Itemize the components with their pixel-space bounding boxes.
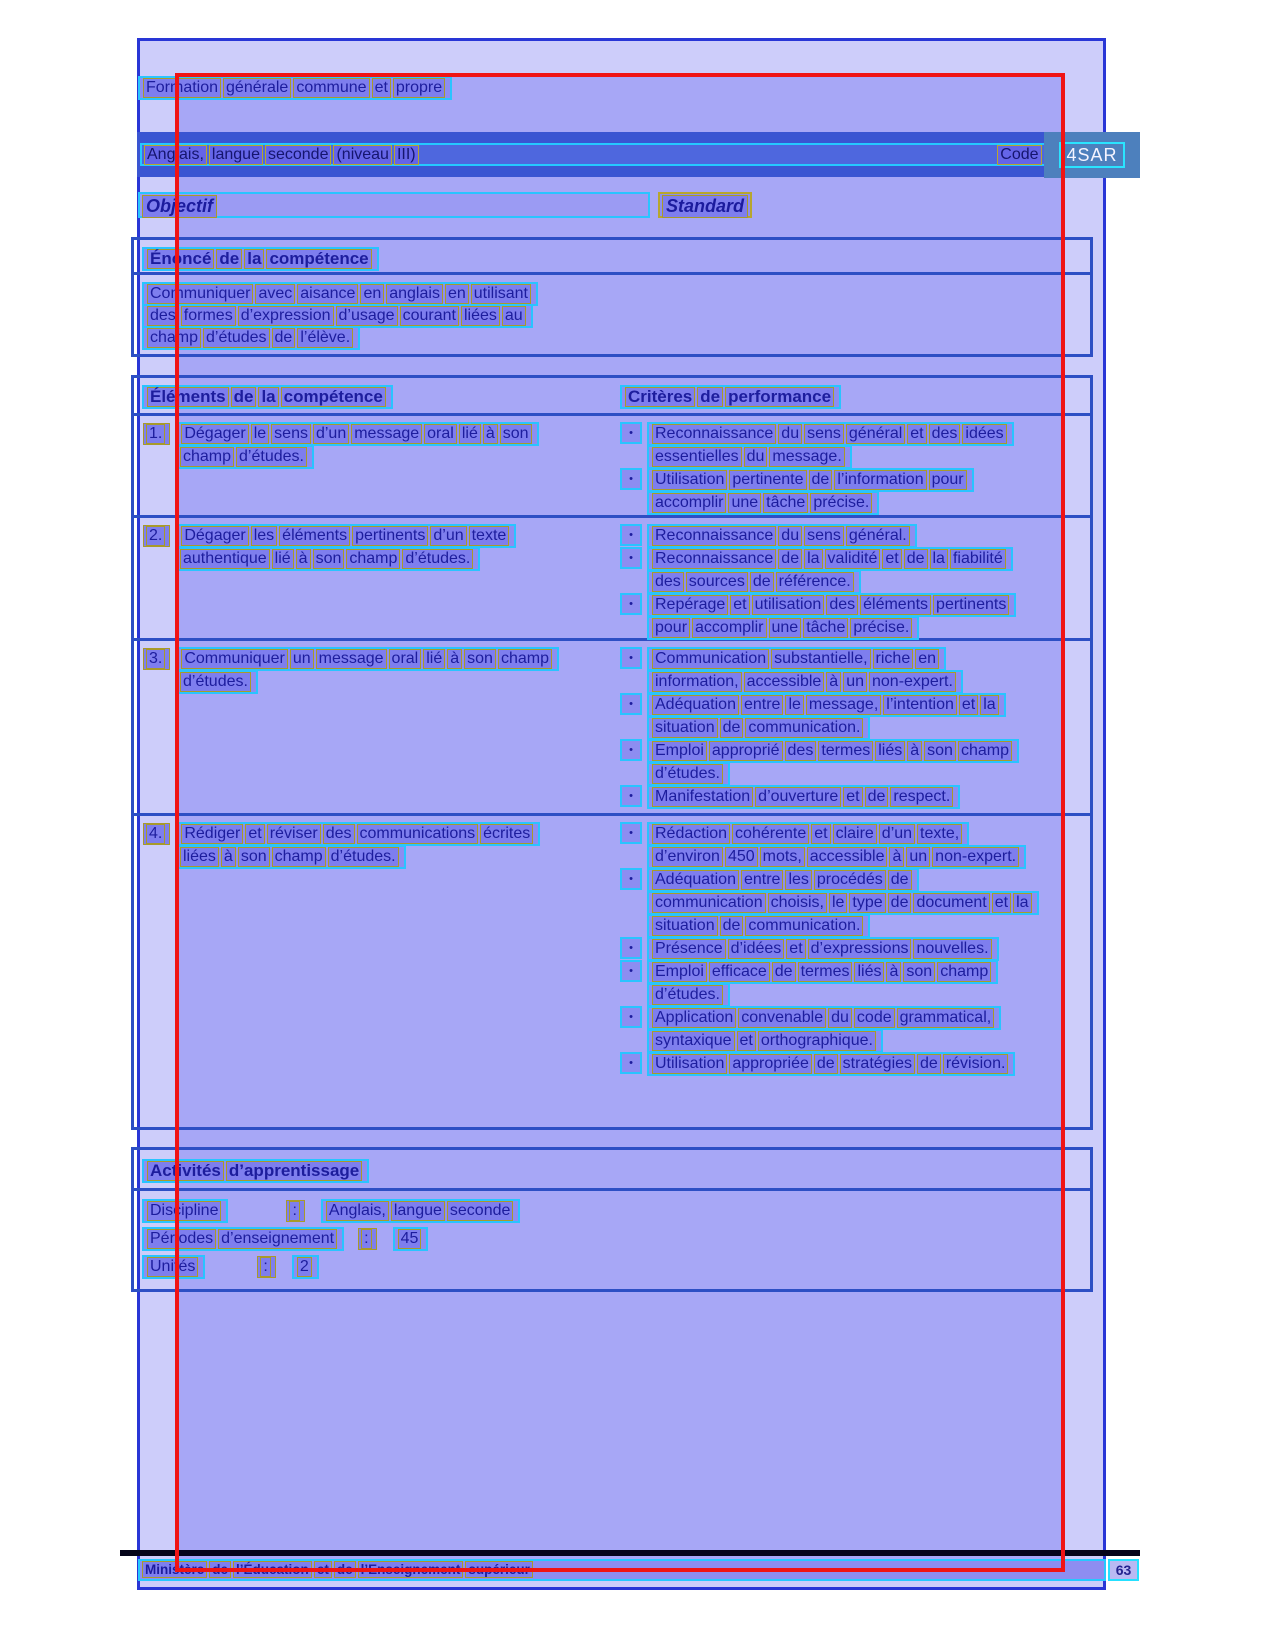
ocr-word: Éléments xyxy=(147,387,229,407)
bullet-icon: • xyxy=(620,693,642,715)
ocr-word: son xyxy=(924,741,956,761)
ocr-word: utilisation xyxy=(752,595,825,615)
ocr-word: langue xyxy=(391,1201,445,1221)
element-number xyxy=(143,525,170,547)
ocr-word: 3. xyxy=(146,649,165,669)
ocr-word: Utilisation xyxy=(652,1054,727,1074)
ocr-word: compétence xyxy=(266,249,371,269)
ocr-word: de xyxy=(888,893,912,913)
ocr-word: d’études. xyxy=(402,549,473,569)
ocr-word: communications xyxy=(357,824,479,844)
ocr-word: message. xyxy=(769,447,844,467)
ocr-word: de xyxy=(720,916,744,936)
ocr-word: la xyxy=(930,549,948,569)
ocr-word: performance xyxy=(725,387,834,407)
ocr-word: champ xyxy=(958,741,1012,761)
ocr-word: nouvelles. xyxy=(913,939,991,959)
ocr-word: de xyxy=(772,962,796,982)
ocr-word: Adéquation xyxy=(652,695,739,715)
ocr-word: oral xyxy=(424,424,457,444)
ocr-word: Repérage xyxy=(652,595,728,615)
ocr-word: accomplir xyxy=(652,493,726,513)
ocr-word: à xyxy=(826,672,841,692)
ocr-word: tâche xyxy=(803,618,848,638)
ocr-word: Présence xyxy=(652,939,726,959)
ocr-word: des xyxy=(826,595,858,615)
ocr-word: un xyxy=(906,847,930,867)
ocr-word: la xyxy=(244,249,264,269)
ocr-word: de xyxy=(778,549,802,569)
ocr-word: réviser xyxy=(267,824,321,844)
ocr-word: l’Enseignement xyxy=(358,1561,464,1578)
ocr-word: accomplir xyxy=(692,618,766,638)
ocr-word: d’études. xyxy=(652,985,723,1005)
ocr-word: liées xyxy=(461,306,500,326)
ocr-word: la xyxy=(258,387,278,407)
ocr-word: Adéquation xyxy=(652,870,739,890)
ocr-word: du xyxy=(828,1008,852,1028)
element-number xyxy=(143,648,170,670)
ocr-word: liées xyxy=(180,847,219,867)
ocr-word: et xyxy=(992,893,1011,913)
ocr-word: à xyxy=(447,649,462,669)
ocr-word: pertinents xyxy=(352,526,428,546)
ocr-word: efficace xyxy=(709,962,770,982)
ocr-word: la xyxy=(980,695,998,715)
ocr-word: Critères xyxy=(625,387,695,407)
bullet-icon: • xyxy=(620,960,642,982)
ocr-word: courant xyxy=(400,306,459,326)
bullet-icon: • xyxy=(620,739,642,761)
ocr-word: liés xyxy=(854,962,884,982)
ocr-word: information, xyxy=(652,672,742,692)
ocr-word: entre xyxy=(741,870,783,890)
ocr-word: 45 xyxy=(398,1229,422,1249)
ocr-word: Application xyxy=(652,1008,736,1028)
ocr-word: authentique xyxy=(180,549,270,569)
ocr-word: Énoncé xyxy=(147,249,214,269)
ocr-word: à xyxy=(221,847,236,867)
ocr-word: et xyxy=(811,824,830,844)
annotation-red-box xyxy=(175,73,1065,1572)
bullet-icon: • xyxy=(620,468,642,490)
ocr-word: de xyxy=(750,572,774,592)
ocr-word: et xyxy=(907,424,926,444)
ocr-word: message, xyxy=(806,695,881,715)
ocr-word: général xyxy=(846,424,905,444)
ocr-word: des xyxy=(652,572,684,592)
page-number: 63 xyxy=(1108,1559,1139,1581)
ocr-word: à xyxy=(296,549,311,569)
ocr-word: Reconnaissance xyxy=(652,526,776,546)
ocr-word: et xyxy=(245,824,264,844)
ocr-word: essentielles xyxy=(652,447,742,467)
ocr-word: précise. xyxy=(810,493,872,513)
bullet-icon: • xyxy=(620,422,642,444)
ocr-word: de xyxy=(697,387,723,407)
ocr-word: oral xyxy=(389,649,422,669)
ocr-word: fiabilité xyxy=(950,549,1006,569)
objectif-label: Objectif xyxy=(142,195,217,218)
ocr-word: un xyxy=(843,672,867,692)
ocr-word: de xyxy=(209,1561,231,1578)
ocr-word: termes xyxy=(818,741,873,761)
ocr-word: à xyxy=(907,741,922,761)
ocr-word: de xyxy=(720,718,744,738)
ocr-word: texte, xyxy=(917,824,962,844)
ocr-word: convenable xyxy=(738,1008,826,1028)
ocr-word: Dégager xyxy=(181,526,248,546)
bullet-icon: • xyxy=(620,822,642,844)
ocr-word: Activités xyxy=(147,1161,224,1181)
ocr-word: commune xyxy=(293,78,369,98)
ocr-word: de xyxy=(334,1561,356,1578)
ocr-word: 1. xyxy=(146,424,165,444)
ocr-word: du xyxy=(778,424,802,444)
bullet-icon: • xyxy=(620,524,642,546)
ocr-word: d’idées xyxy=(728,939,785,959)
ocr-word: d’études xyxy=(203,328,270,348)
ocr-word: d’usage xyxy=(336,306,398,326)
ocr-word: du xyxy=(744,447,768,467)
ocr-word: de xyxy=(904,549,928,569)
ocr-word: champ xyxy=(346,549,400,569)
ocr-word: écrites xyxy=(480,824,533,844)
ocr-word: générale xyxy=(223,78,291,98)
ocr-word: 450 xyxy=(725,847,758,867)
ocr-word: au xyxy=(502,306,526,326)
ocr-word: sens xyxy=(804,424,844,444)
ocr-word: communication. xyxy=(745,916,863,936)
ocr-word: et xyxy=(730,595,749,615)
ocr-word: le xyxy=(829,893,847,913)
ocr-word: en xyxy=(445,284,469,304)
ocr-word: champ xyxy=(498,649,552,669)
ocr-word: message xyxy=(351,424,422,444)
ocr-word: Rédiger xyxy=(181,824,243,844)
bullet-icon: • xyxy=(620,647,642,669)
ocr-word: général. xyxy=(846,526,910,546)
ocr-word: de xyxy=(272,328,296,348)
ocr-word: Anglais, xyxy=(144,145,207,165)
ocr-word: communication xyxy=(652,893,766,913)
ocr-word: lié xyxy=(272,549,294,569)
ocr-word: d’enseignement xyxy=(218,1229,337,1249)
ocr-word: orthographique. xyxy=(758,1031,876,1051)
ocr-word: en xyxy=(915,649,939,669)
ocr-word: d’apprentissage xyxy=(226,1161,362,1181)
ocr-word: à xyxy=(889,847,904,867)
ocr-word: éléments xyxy=(860,595,931,615)
ocr-word: claire xyxy=(833,824,877,844)
ocr-word: référence. xyxy=(776,572,854,592)
ocr-word: Communication xyxy=(652,649,769,669)
ocr-word: d’études. xyxy=(180,672,251,692)
ocr-word: 2 xyxy=(297,1257,312,1277)
ocr-word: d’ouverture xyxy=(755,787,841,807)
ocr-word: éléments xyxy=(279,526,350,546)
ocr-word: Dégager xyxy=(181,424,248,444)
ocr-word: message xyxy=(316,649,387,669)
ocr-word: 4. xyxy=(146,824,165,844)
ocr-word: procédés xyxy=(814,870,886,890)
ocr-word: pertinents xyxy=(933,595,1009,615)
ocr-word: de xyxy=(888,870,912,890)
ocr-word: son xyxy=(464,649,496,669)
ocr-word: code xyxy=(854,1008,895,1028)
ocr-word: aisance xyxy=(297,284,358,304)
bullet-icon: • xyxy=(620,547,642,569)
ocr-word: d’études. xyxy=(236,447,307,467)
ocr-word: un xyxy=(290,649,314,669)
ocr-word: son xyxy=(313,549,345,569)
ocr-word: Reconnaissance xyxy=(652,549,776,569)
ocr-word: accessible xyxy=(807,847,888,867)
ocr-word: de xyxy=(917,1054,941,1074)
ocr-word: et xyxy=(882,549,901,569)
ocr-word: appropriée xyxy=(729,1054,812,1074)
ocr-word: précise. xyxy=(850,618,912,638)
ocr-word: pour xyxy=(652,618,690,638)
ocr-word: 2. xyxy=(146,526,165,546)
ocr-word: Formation xyxy=(143,78,221,98)
ocr-word: non-expert. xyxy=(869,672,956,692)
element-number xyxy=(143,423,170,445)
ocr-word: Ministère xyxy=(142,1561,207,1578)
ocr-word: stratégies xyxy=(840,1054,915,1074)
ocr-word: la xyxy=(804,549,822,569)
ocr-word: d’un xyxy=(430,526,466,546)
ocr-word: situation xyxy=(652,916,718,936)
ocr-word: Discipline xyxy=(147,1201,221,1221)
ocr-word: sens xyxy=(271,424,311,444)
ocr-word: III) xyxy=(394,145,419,165)
ocr-word: d’études. xyxy=(328,847,399,867)
ocr-word: une xyxy=(769,618,802,638)
ocr-word: et xyxy=(372,78,391,98)
ocr-word: texte xyxy=(469,526,510,546)
element-number xyxy=(143,823,170,845)
ocr-word: Reconnaissance xyxy=(652,424,776,444)
ocr-word: situation xyxy=(652,718,718,738)
ocr-word: à xyxy=(886,962,901,982)
ocr-word: tâche xyxy=(763,493,808,513)
ocr-word: champ xyxy=(937,962,991,982)
ocr-word: de xyxy=(814,1054,838,1074)
ocr-word: propre xyxy=(393,78,445,98)
ocr-word: révision. xyxy=(943,1054,1009,1074)
ocr-word: Communiquer xyxy=(181,649,287,669)
ocr-word: son xyxy=(903,962,935,982)
course-code-value: 4SAR xyxy=(1059,142,1124,168)
ocr-word: Rédaction xyxy=(652,824,730,844)
ocr-word: pertinente xyxy=(729,470,806,490)
ocr-word: d’expression xyxy=(238,306,334,326)
ocr-word: Communiquer xyxy=(147,284,253,304)
ocr-word: approprié xyxy=(709,741,783,761)
ocr-word: anglais xyxy=(386,284,443,304)
ocr-word: des xyxy=(785,741,817,761)
ocr-word: et xyxy=(959,695,978,715)
bullet-icon: • xyxy=(620,1006,642,1028)
ocr-word: grammatical, xyxy=(897,1008,995,1028)
ocr-word: le xyxy=(251,424,269,444)
ocr-word: sources xyxy=(686,572,748,592)
ocr-word: une xyxy=(728,493,761,513)
ocr-word: lié xyxy=(459,424,481,444)
ocr-word: mots, xyxy=(760,847,805,867)
ocr-word: formes xyxy=(181,306,236,326)
ocr-word: supérieur xyxy=(465,1561,533,1578)
ocr-word: d’environ xyxy=(652,847,723,867)
ocr-word: termes xyxy=(798,962,853,982)
ocr-word: Utilisation xyxy=(652,470,727,490)
ocr-word: Emploi xyxy=(652,962,707,982)
ocr-word: l’Éducation xyxy=(233,1561,312,1578)
ocr-word: le xyxy=(785,695,803,715)
bullet-icon: • xyxy=(620,937,642,959)
ocr-word: communication. xyxy=(745,718,863,738)
ocr-word: idées xyxy=(962,424,1006,444)
ocr-word: entre xyxy=(741,695,783,715)
ocr-word: champ xyxy=(147,328,201,348)
ocr-word: d’un xyxy=(879,824,915,844)
bullet-icon: • xyxy=(620,785,642,807)
ocr-word: du xyxy=(778,526,802,546)
ocr-word: liés xyxy=(875,741,905,761)
ocr-word: riche xyxy=(873,649,914,669)
ocr-word: avec xyxy=(255,284,295,304)
ocr-word: des xyxy=(147,306,179,326)
ocr-word: Code xyxy=(997,145,1041,165)
ocr-word: Manifestation xyxy=(652,787,753,807)
ocr-word: Anglais, xyxy=(326,1201,389,1221)
ocr-word: pour xyxy=(929,470,967,490)
ocr-word: document xyxy=(913,893,989,913)
ocr-word: d’expressions xyxy=(808,939,912,959)
ocr-word: validité xyxy=(825,549,881,569)
ocr-word: Périodes xyxy=(147,1229,216,1249)
bullet-icon: • xyxy=(620,1052,642,1074)
ocr-word: des xyxy=(323,824,355,844)
ocr-word: à xyxy=(483,424,498,444)
bullet-icon: • xyxy=(620,868,642,890)
ocr-word: champ xyxy=(180,447,234,467)
ocr-word: : xyxy=(361,1229,371,1249)
ocr-word: et xyxy=(737,1031,756,1051)
ocr-word: cohérente xyxy=(732,824,809,844)
ocr-word: d’études. xyxy=(652,764,723,784)
ocr-word: type xyxy=(849,893,885,913)
ocr-word: respect. xyxy=(890,787,953,807)
ocr-word: en xyxy=(360,284,384,304)
ocr-word: des xyxy=(929,424,961,444)
ocr-word: et xyxy=(314,1561,332,1578)
ocr-word: l’intention xyxy=(883,695,957,715)
ocr-word: champ xyxy=(272,847,326,867)
ocr-word: de xyxy=(865,787,889,807)
ocr-word: d’un xyxy=(313,424,349,444)
ocr-word: lié xyxy=(423,649,445,669)
ocr-word: de xyxy=(231,387,257,407)
ocr-word: (niveau xyxy=(333,145,391,165)
ocr-word: accessible xyxy=(744,672,825,692)
ocr-word: compétence xyxy=(281,387,386,407)
ocr-word: Unités xyxy=(147,1257,198,1277)
ocr-word: l’élève. xyxy=(297,328,353,348)
ocr-word: seconde xyxy=(447,1201,514,1221)
ocr-word: : xyxy=(289,1201,299,1221)
ocr-word: : xyxy=(260,1257,270,1277)
ocr-word: de xyxy=(216,249,242,269)
ocr-word: l’information xyxy=(834,470,926,490)
ocr-word: substantielle, xyxy=(771,649,870,669)
ocr-word: la xyxy=(1013,893,1031,913)
ocr-word: son xyxy=(500,424,532,444)
bullet-icon: • xyxy=(620,593,642,615)
ocr-word: sens xyxy=(804,526,844,546)
ocr-word: Emploi xyxy=(652,741,707,761)
ocr-word: son xyxy=(238,847,270,867)
ocr-word: syntaxique xyxy=(652,1031,735,1051)
ocr-word: langue xyxy=(209,145,263,165)
ocr-word: les xyxy=(251,526,277,546)
ocr-word: seconde xyxy=(265,145,332,165)
ocr-word: et xyxy=(843,787,862,807)
ocr-word: les xyxy=(785,870,811,890)
standard-label: Standard xyxy=(662,195,748,218)
ocr-word: non-expert. xyxy=(932,847,1019,867)
ocr-word: utilisant xyxy=(471,284,531,304)
ocr-word: et xyxy=(786,939,805,959)
ocr-word: de xyxy=(809,470,833,490)
ocr-word: choisis, xyxy=(768,893,827,913)
